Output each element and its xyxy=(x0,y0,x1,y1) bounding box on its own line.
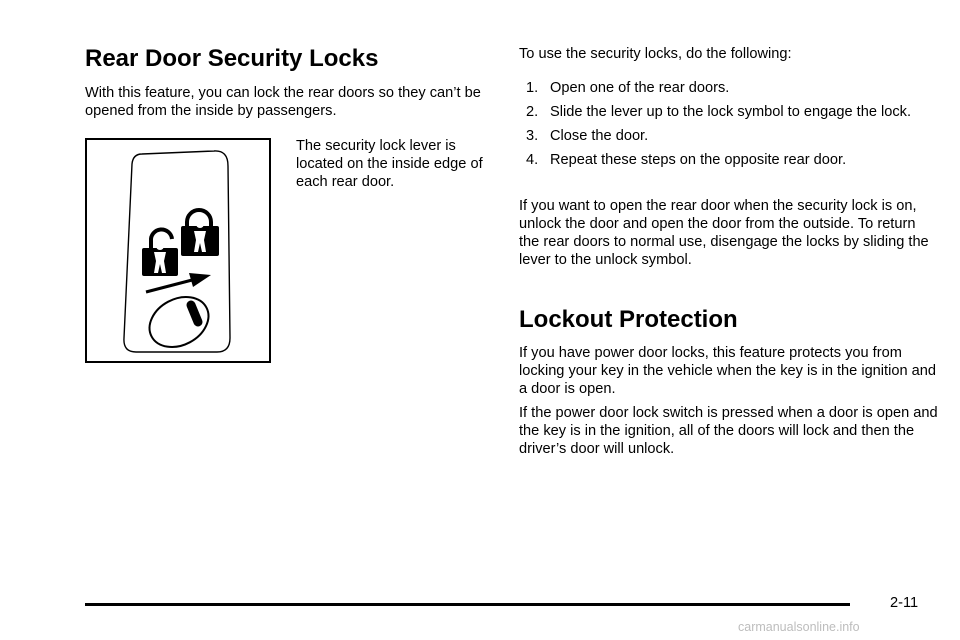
step-number: 4. xyxy=(526,152,539,168)
step-text: Slide the lever up to the lock symbol to engage the lock. xyxy=(550,104,912,120)
step-text: Close the door. xyxy=(550,128,649,144)
list-item xyxy=(519,103,939,121)
security-lock-figure xyxy=(85,138,271,363)
watermark-text: carmanualsonline.info xyxy=(738,620,860,634)
section-title-lockout-protection: Lockout Protection xyxy=(519,306,738,333)
intro-paragraph: With this feature, you can lock the rear doors so they can’t be opened from the inside by passengers. xyxy=(85,85,481,119)
list-item xyxy=(519,127,939,145)
lock-closed-child-icon xyxy=(181,210,219,256)
step-number: 2. xyxy=(526,104,539,120)
section-title-rear-door-security-locks: Rear Door Security Locks xyxy=(85,45,379,72)
list-item xyxy=(519,79,939,97)
footer-rule xyxy=(85,603,850,606)
steps-intro: To use the security locks, do the following: xyxy=(519,46,792,62)
figure-caption: The security lock lever is located on the inside edge of each rear door. xyxy=(296,138,483,190)
lockout-paragraph-2: If the power door lock switch is pressed when a door is open and the key is in the ignition, all of the doors will lock and then the driver’s door will unlock. xyxy=(519,405,938,457)
step-number: 3. xyxy=(526,128,539,144)
lock-open-child-icon xyxy=(142,229,178,276)
page-number: 2-11 xyxy=(890,595,919,611)
unlock-paragraph: If you want to open the rear door when the security lock is on, unlock the door and open the door from the outside. To return the rear doors to normal use, disengage the locks by sliding the lever to the unlock symbol. xyxy=(519,198,929,268)
lockout-paragraph-1: If you have power door locks, this feature protects you from locking your key in the vehicle when the key is in the ignition and a door is open. xyxy=(519,345,936,397)
steps-list xyxy=(519,79,939,175)
step-text: Open one of the rear doors. xyxy=(550,80,730,96)
step-text: Repeat these steps on the opposite rear door. xyxy=(550,152,847,168)
security-lock-illustration xyxy=(87,140,269,361)
step-number: 1. xyxy=(526,80,539,96)
lever-icon xyxy=(141,287,217,357)
list-item xyxy=(519,151,939,169)
